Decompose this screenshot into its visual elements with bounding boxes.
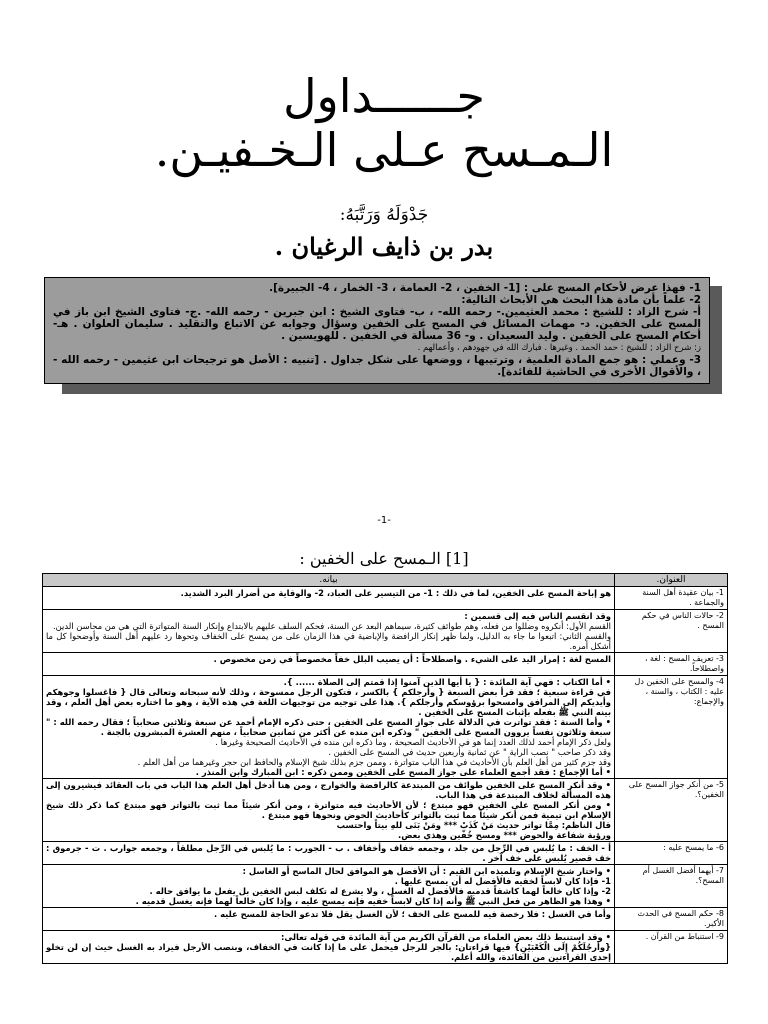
row-topic: 4- والمسح على الخفين دل عليه : الكتاب ، والسنة ، والإجماع:: [615, 676, 728, 779]
table-row: [43, 931, 728, 964]
row-content: [43, 676, 615, 779]
content-paragraph: • أما الإجماع : فقد أجمع العلماء على جواز المسح على الخفين وممن ذكره : ابن المبارك وابن المنذر .: [195, 767, 611, 777]
content-paragraph: ورؤية شفاعة والحوض *** ومسح خُفّين وهذي بعض.: [398, 830, 611, 840]
table-row: [43, 676, 728, 779]
page-number: -1-: [377, 515, 391, 526]
table-row: [43, 610, 728, 653]
content-paragraph: • وهذا هو الظاهر من فعل النبي ﷺ وأنه إذا كان لابساً خفيه فإنه يمسح عليه ، وإذا كان خالعاً لهما فإنه يغسل قدميه .: [135, 896, 611, 906]
content-paragraph: وأما في الغسل : فلا رخصة فيه للمسح على الخف ؛ لأن الغسل يقل فلا تدعو الحاجة للمسح عليه .: [213, 909, 611, 919]
content-paragraph: وقد جزم كثير من أهل العلم بأن الأحاديث في هذا الباب متواترة ، وممن جزم بذلك شيخ الإسلام والحافظ ابن حجر وغيرهما من أهل العلم .: [137, 757, 611, 767]
row-content: [43, 779, 615, 842]
content-paragraph: ولعل ذكر الإمام أحمد لذلك العدد إنما هو في الأحاديث الصحيحة ، وما ذكره ابن منده في الأحاديث الصحيحة وغيرها .: [215, 737, 611, 747]
content-paragraph: وقد ذكر صاحب " نصب الراية " عن ثمانية وأربعين حديث في المسح على الخفين .: [328, 747, 611, 757]
intro-line: 3- وعملي : هو جمع المادة العلمية ، وترتيبها ، ووضعها على شكل جداول . [تنبيه : الأصل هو ترجيحات ابن عثيمين - رحمه الله - ، والأقوال الأخرى في الحاشية للفائدة].: [53, 354, 701, 378]
intro-line: ز: شرح الزاد ; للشيخ : حمد الحمد . وغيرها . فبارك الله في جهودهم ، وأعمالهم .: [417, 343, 701, 353]
row-content: [43, 653, 615, 676]
content-paragraph: {وأرجُلَكُمْ إِلَى الْكَعْبَيْنِ} فيها قراءتان: بالجر للرجل فيحمل على ما إذا كانت في الخفاف، وبنصب الأرجل فيراد به الغسل حيث إن لن تخلو إحدى القراءتين من الفائدة، والله أعلم.: [46, 942, 611, 962]
content-paragraph: المسح لغة : إمرار اليد على الشيء . واصطلاحاً : أن يصيب البلل خفاً مخصوصاً في زمن مخصوص .: [213, 654, 611, 664]
table-row: [43, 779, 728, 842]
row-content: [43, 587, 615, 610]
section-title: [1] الـمسح على الخفين :: [299, 549, 469, 568]
intro-line: 1- فهذا عرض لأحكام المسح على : [1- الخفين ، 2- العمامة ، 3- الخمار ، 4- الجبيرة].: [269, 282, 701, 294]
header-content: بيانه.: [43, 574, 615, 587]
row-topic: 8- حكم المسح في الحدث الأكبر.: [615, 908, 728, 931]
intro-line: 2- علماً بأن مادة هذا البحث هي الأبحاث التالية:: [461, 294, 701, 306]
row-topic: 5- من أنكر جواز المسح على الخفين؟.: [615, 779, 728, 842]
content-paragraph: • وأما السنة : فقد تواترت في الدلالة على جواز المسح على الخفين ، حتى ذكره الإمام أحمد عن سبعة وثلاثين صحابياً ؛ فقال رحمه الله : " سبعة وثلاثون نفساً يروون المسح على الخفين " وذكره ابن منده عن أكثر من ثمانين صحابياً ، منهم العشرة المبشرون بالجنة .: [46, 717, 611, 737]
row-topic: 9- استنباط من القرآن .: [615, 931, 728, 964]
content-paragraph: 1- فإذا كان لابساً لخفيه فالأفضل له أن يمسح عليها .: [394, 876, 611, 886]
table-row: [43, 587, 728, 610]
byline-label: جَدْوَلَهُ وَرَتَّبَهُ:: [339, 205, 429, 225]
content-paragraph: قال الناظم: مِمَّا تواتر حديث مَنْ كَذَبْ *** ومَنْ بَنَى للهِ بيتاً واحتسب: [336, 820, 611, 830]
table-row: [43, 865, 728, 908]
document-title-line2: الـمـسح عـلى الـخـفيـن.: [154, 123, 614, 177]
content-paragraph: والقسم الثاني: اتبعوا ما جاء به الدليل، ولما ظهر إنكار الرافضة والإباضية في هذا الزمان على من يمسح على الخفاف وتحوها رد عليهم أهل السنة وأوضحوا كل ما أشكل أمره.: [46, 631, 611, 651]
content-paragraph: 2- وإذا كان خالعاً لهما كاشفاً قدميه فالأفضل له الغسل ، ولا يشرع له تكلف لبس الخفين بل يفعل ما يوافق حاله .: [149, 886, 611, 896]
document-title-line1: جــــــداول: [283, 69, 485, 123]
row-topic: 2- حالات الناس في حكم المسح .: [615, 610, 728, 653]
table-header-row: [43, 574, 728, 587]
row-content: [43, 908, 615, 931]
row-topic: 1- بيان عقيدة أهل السنة والجماعة .: [615, 587, 728, 610]
table-row: [43, 653, 728, 676]
row-content: [43, 842, 615, 865]
content-paragraph: وقد انقسم الناس فيه إلى قسمين :: [464, 611, 611, 621]
row-topic: 6- ما يمسح عليه :: [615, 842, 728, 865]
content-paragraph: • وقد أنكر المسح على الخفين طوائف من المبتدعة كالرافضة والخوارج ، ومن هنا أدخل أهل العلم هذا الباب في باب العقائد فيشيرون إلى هذه المسألة لخلاف المبتدعة في هذا الباب.: [46, 780, 611, 800]
author-name: بدر بن ذايف الرغيان .: [274, 232, 494, 261]
row-topic: 3- تعريف المسح : لغة ، واصطلاحاً.: [615, 653, 728, 676]
header-topic: العنوان.: [615, 574, 728, 587]
content-paragraph: • أما الكتاب : فهي آية المائدة : { يا أيها الذين آمنوا إذا قمتم إلى الصلاة ...... }.: [283, 677, 611, 687]
intro-line: أ- شرح الزاد : للشيخ : محمد العثيمين.- رحمه الله- ، ب- فتاوى الشيخ : ابن جبرين - رحمه الله- .ج- فتاوى الشيخ ابن باز في المسح على الخفين. د- مهمات المسائل في المسح على الخفين وسؤال وجوابه عن الاتباع والتقليد . سليمان العلوان . هـ- أحكام المسح على الخفين . وليد السعيدان . و- 36 مسألة في الخفين . للهويسين .: [53, 306, 701, 342]
content-paragraph: القسم الأول: أنكروه وضللوا من فعله، وهم طوائف كثيرة، سيماهم البعد عن السنة، فحكم السلف عليهم بالابتداع وإنكار السنة المتواترة التي هي من محاسن الدين.: [52, 621, 611, 631]
table-row: [43, 842, 728, 865]
row-content: [43, 865, 615, 908]
content-paragraph: أ - الخف : ما يُلبس في الرِّجل من جلد ، وجمعه خفاف وأخفاف . ب - الجورب : ما يُلبس في الرِّجل مطلقاً ، وجمعه جوارب . ت - جرموق : خف قصير يُلبس على خف آخر .: [46, 843, 611, 863]
content-paragraph: • وقد استنبط ذلك بعض العلماء من القرآن الكريم من آية المائدة في قوله تعالى:: [281, 932, 611, 942]
content-paragraph: • ومن أنكر المسح على الخفين فهو مبتدع ؛ لأن الأحاديث فيه متواترة ، ومن أنكر شيئاً مما ثبت بالتواتر فهو مبتدع كما ذكر ذلك شيخ الإسلام ابن تيمية فمن أنكر شيئاً مما ثبت بالتواتر كأحاديث الحوض ونحوها فهو مبتدع .: [46, 800, 611, 820]
content-paragraph: • واختار شيخ الإسلام وتلميذه ابن القيم : أن الأفضل هو الموافق لحال الماسح أو الغاسل :: [242, 866, 611, 876]
content-paragraph: في قراءة سبعية ؛ فقد قرأ بعض السبعة { وأرجلكم } بالكسر ، فتكون الرجل ممسوحة ، وذلك لأنه سبحانه وتعالى قال { فاغسلوا وجوهكم وأيديكم إلى المرافق وامسحوا برؤوسكم وأرجلكم }. هذا على توجيه من توجيهات اللغة في هذه الآية ، وهو ما اختاره بعض أهل العلم ، وقد بينه النبي ﷺ بفعله بإثبات المسح على الخفين .: [46, 687, 611, 717]
content-paragraph: هو إباحة المسح على الخفين، لما في ذلك : 1- من التيسير على العباد، 2- والوقاية من أضرار البرد الشديد.: [180, 588, 611, 598]
row-content: [43, 610, 615, 653]
rulings-table: [42, 573, 728, 964]
table-row: [43, 908, 728, 931]
row-topic: 7- أيهما أفضل الغسل أم المسح؟.: [615, 865, 728, 908]
row-content: [43, 931, 615, 964]
intro-box: [44, 277, 710, 384]
